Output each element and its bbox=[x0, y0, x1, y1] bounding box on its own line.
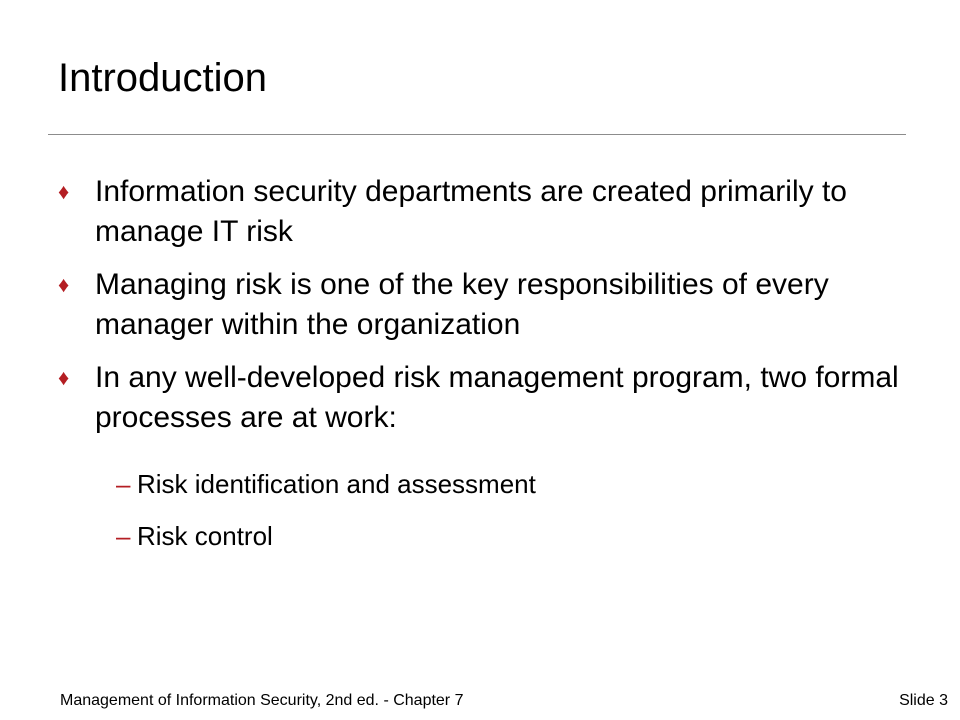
slide-title: Introduction bbox=[58, 56, 268, 100]
sub-bullet-list bbox=[116, 458, 536, 562]
sub-bullet-text: Risk identification and assessment bbox=[137, 469, 536, 499]
dash-bullet-icon: – bbox=[116, 521, 131, 551]
bullet-item bbox=[58, 265, 908, 345]
footer-course-title: Management of Information Security, 2nd ed. - Chapter 7 bbox=[60, 692, 464, 709]
bullet-text: Managing risk is one of the key responsibilities of every manager within the organization bbox=[95, 268, 829, 341]
diamond-bullet-icon: ♦ bbox=[58, 179, 70, 204]
diamond-bullet-icon: ♦ bbox=[58, 365, 70, 390]
sub-bullet-item bbox=[116, 458, 536, 510]
sub-bullet-text: Risk control bbox=[137, 521, 273, 551]
dash-bullet-icon: – bbox=[116, 469, 131, 499]
bullet-item bbox=[58, 358, 908, 438]
sub-bullet-item bbox=[116, 510, 536, 562]
bullet-list bbox=[58, 172, 908, 442]
title-divider bbox=[48, 134, 906, 135]
bullet-text: Information security departments are created primarily to manage IT risk bbox=[95, 175, 847, 248]
diamond-bullet-icon: ♦ bbox=[58, 272, 70, 297]
footer-slide-number: Slide 3 bbox=[899, 692, 948, 709]
bullet-item bbox=[58, 172, 908, 252]
bullet-text: In any well-developed risk management program, two formal processes are at work: bbox=[95, 361, 899, 434]
